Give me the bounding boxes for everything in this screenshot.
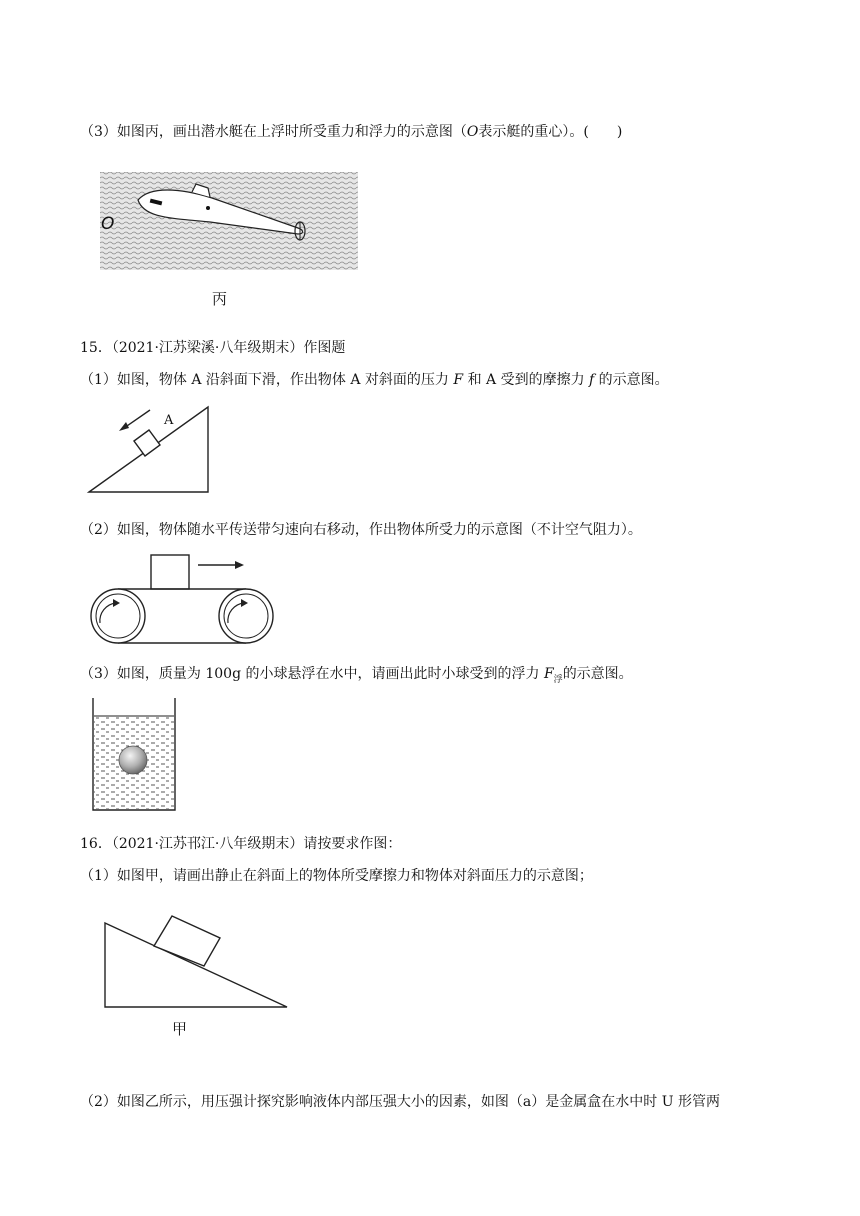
incline-rest-figure	[102, 910, 290, 1010]
q15-part2-text: （2）如图，物体随水平传送带匀速向右移动，作出物体所受力的示意图（不计空气阻力）。	[80, 522, 642, 538]
suspended-ball-figure	[90, 698, 178, 812]
q16-title: 16．（2021·江苏邗江·八年级期末）请按要求作图：	[80, 836, 402, 852]
block-a-label: A	[164, 413, 174, 428]
submarine-figure	[100, 170, 360, 274]
figure-caption-jia: 甲	[172, 1020, 188, 1038]
conveyor-belt-figure	[80, 553, 284, 647]
figure-caption-bing: 丙	[212, 290, 228, 308]
submarine-center-label: O	[101, 214, 115, 234]
q16-part1-text: （1）如图甲，请画出静止在斜面上的物体所受摩擦力和物体对斜面压力的示意图；	[80, 868, 593, 884]
incline-slide-figure	[86, 402, 216, 496]
q15-title: 15．（2021·江苏梁溪·八年级期末）作图题	[80, 340, 346, 356]
q14-part3-text: （3）如图丙，画出潜水艇在上浮时所受重力和浮力的示意图（O表示艇的重心）。( )	[80, 124, 623, 140]
q15-part1-text: （1）如图，物体 A 沿斜面下滑，作出物体 A 对斜面的压力 F 和 A 受到的摩擦力 f 的示意图。	[80, 372, 669, 388]
q16-part2-text: （2）如图乙所示，用压强计探究影响液体内部压强大小的因素，如图（a）是金属盒在水中时 U 形管两	[80, 1094, 720, 1110]
q15-part3-text: （3）如图，质量为 100g 的小球悬浮在水中，请画出此时小球受到的浮力 $F_浮$的示意图。	[80, 666, 633, 685]
